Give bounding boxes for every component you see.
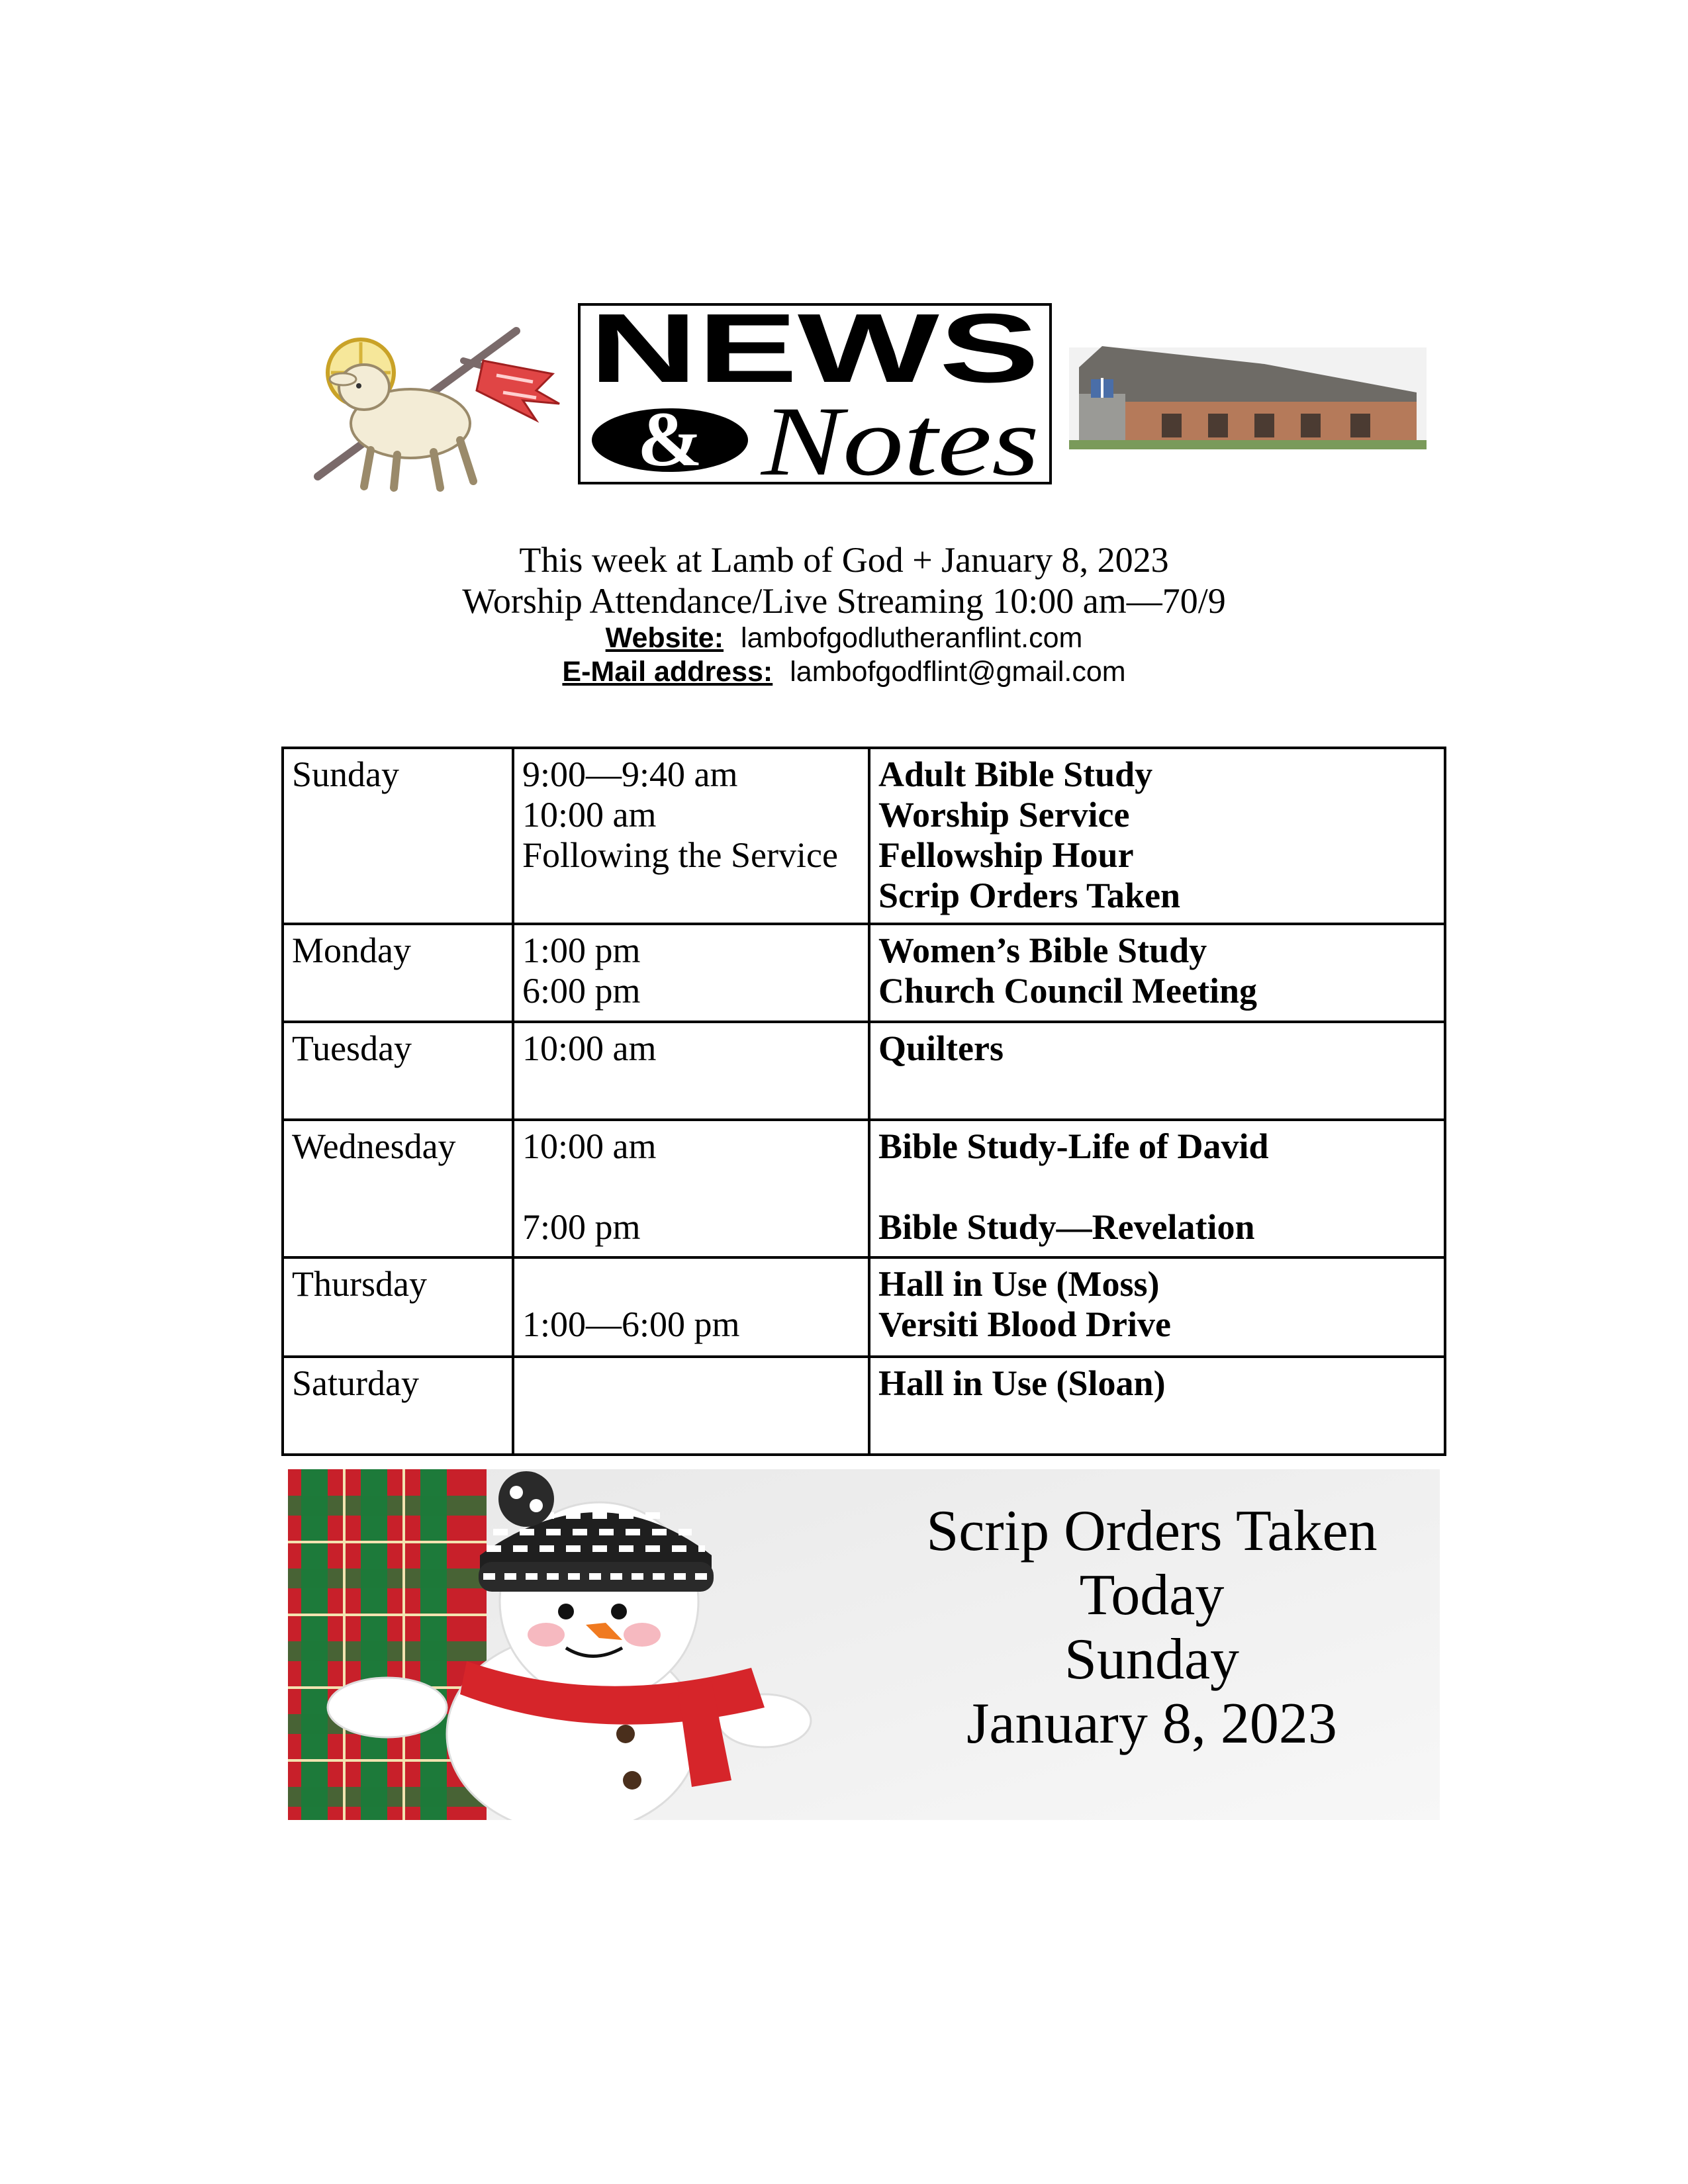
event-line: Scrip Orders Taken	[878, 876, 1181, 915]
event-line-blank	[878, 1167, 1436, 1207]
news-and-notes-logo	[579, 301, 1051, 493]
banner-line: Today	[1079, 1563, 1225, 1627]
time-line: 10:00 am	[522, 1028, 657, 1068]
email-line	[0, 655, 1688, 689]
event-cell	[869, 1257, 1445, 1357]
schedule-row-monday	[283, 924, 1445, 1022]
event-line: Hall in Use (Moss)	[878, 1264, 1160, 1304]
event-line: Women’s Bible Study	[878, 931, 1207, 970]
event-cell	[869, 1357, 1445, 1455]
event-line: Versiti Blood Drive	[878, 1304, 1171, 1344]
time-line: 6:00 pm	[522, 971, 641, 1011]
event-cell	[869, 748, 1445, 924]
weekly-schedule-table	[281, 747, 1446, 1456]
banner-announcement	[854, 1499, 1450, 1756]
website-line	[0, 621, 1688, 655]
event-line: Quilters	[878, 1028, 1004, 1068]
schedule-row-thursday	[283, 1257, 1445, 1357]
event-cell	[869, 924, 1445, 1022]
event-line: Adult Bible Study	[878, 754, 1153, 794]
time-line: 7:00 pm	[522, 1207, 641, 1247]
time-line: Following the Service	[522, 835, 838, 875]
church-building-image	[1069, 346, 1427, 449]
event-cell	[869, 1120, 1445, 1257]
time-line: 9:00—9:40 am	[522, 754, 738, 794]
time-line-blank	[522, 1264, 860, 1304]
event-line: Hall in Use (Sloan)	[878, 1363, 1166, 1403]
schedule-row-tuesday	[283, 1022, 1445, 1120]
attendance-line: Worship Attendance/Live Streaming 10:00 am—70/9	[462, 581, 1226, 621]
event-line: Fellowship Hour	[878, 835, 1134, 875]
day-cell: Thursday	[283, 1257, 513, 1357]
time-line: 1:00 pm	[522, 931, 641, 970]
time-cell	[513, 748, 869, 924]
lamb-of-god-icon	[318, 331, 559, 488]
banner-line: Scrip Orders Taken	[926, 1499, 1378, 1563]
this-week-line: This week at Lamb of God + January 8, 2023	[519, 540, 1169, 580]
time-line: 10:00 am	[522, 795, 657, 835]
website-label: Website:	[605, 622, 724, 654]
time-cell	[513, 1257, 869, 1357]
website-value: lambofgodlutheranflint.com	[741, 622, 1083, 654]
time-line: 10:00 am	[522, 1126, 657, 1166]
day-cell: Tuesday	[283, 1022, 513, 1120]
day-cell: Sunday	[283, 748, 513, 924]
event-cell	[869, 1022, 1445, 1120]
schedule-row-saturday	[283, 1357, 1445, 1455]
event-line: Church Council Meeting	[878, 971, 1258, 1011]
time-cell	[513, 1022, 869, 1120]
schedule-row-sunday	[283, 748, 1445, 924]
svg-text:&: &	[637, 396, 703, 482]
schedule-row-wednesday	[283, 1120, 1445, 1257]
time-cell	[513, 924, 869, 1022]
time-line-blank	[522, 1167, 860, 1207]
email-label: E-Mail address:	[562, 656, 773, 688]
email-value: lambofgodflint@gmail.com	[790, 656, 1126, 688]
time-line: 1:00—6:00 pm	[522, 1304, 740, 1344]
day-cell: Saturday	[283, 1357, 513, 1455]
time-cell	[513, 1357, 869, 1455]
time-cell	[513, 1120, 869, 1257]
info-block	[0, 539, 1688, 689]
banner-line: January 8, 2023	[966, 1692, 1337, 1756]
banner-line: Sunday	[1064, 1627, 1239, 1692]
event-line: Bible Study-Life of David	[878, 1126, 1269, 1166]
masthead	[298, 301, 1436, 493]
svg-text:Notes: Notes	[759, 387, 1039, 493]
day-cell: Wednesday	[283, 1120, 513, 1257]
event-line: Bible Study—Revelation	[878, 1207, 1255, 1247]
svg-text:NEWS: NEWS	[589, 301, 1039, 403]
event-line: Worship Service	[878, 795, 1130, 835]
day-cell: Monday	[283, 924, 513, 1022]
